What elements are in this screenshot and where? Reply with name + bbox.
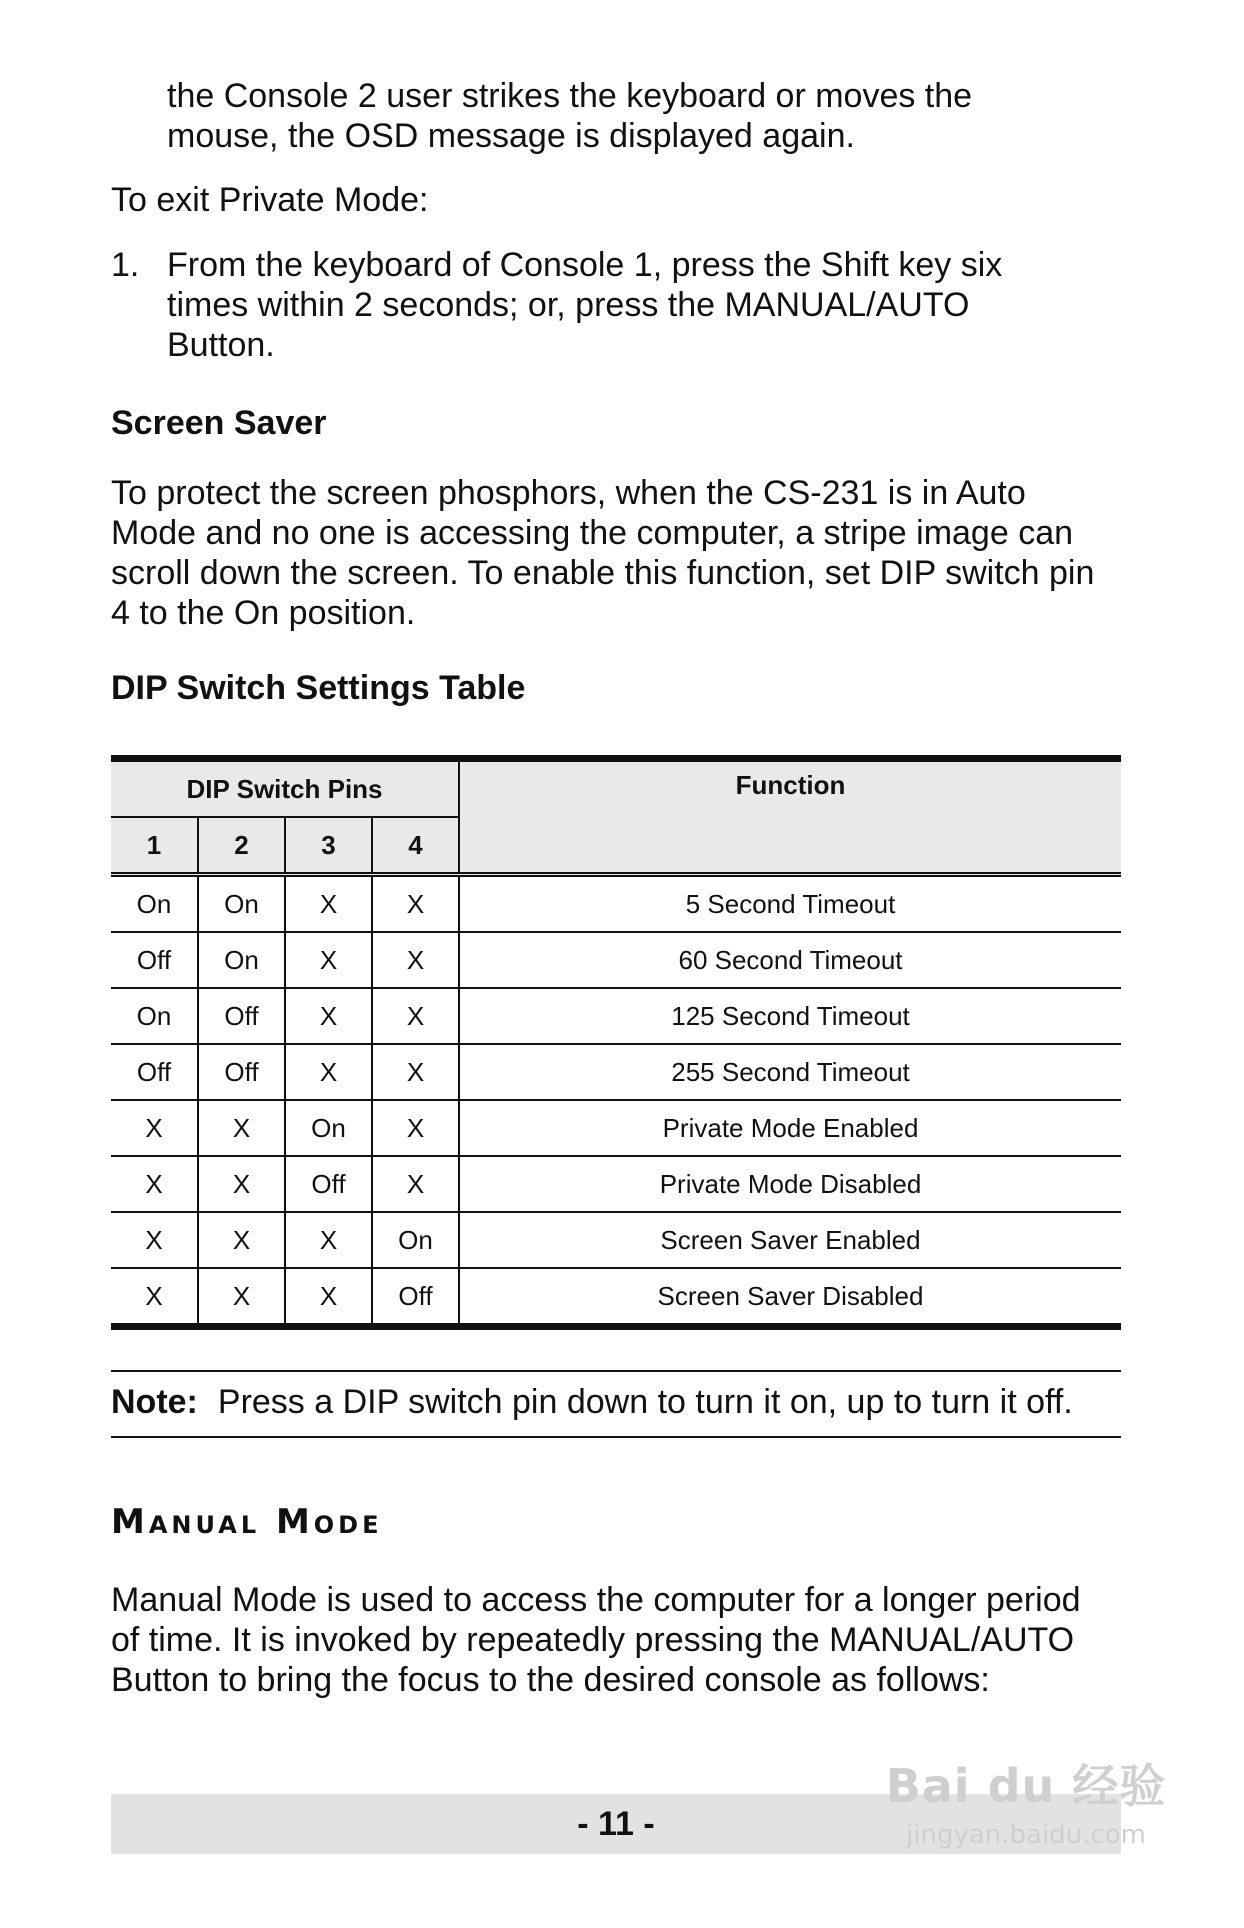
step-line-3: Button. [167, 326, 275, 364]
step-line-1: From the keyboard of Console 1, press the Shift key six [167, 246, 1003, 284]
watermark-url: jingyan.baidu.com [906, 1820, 1146, 1850]
pin-1-cell: On [111, 988, 198, 1044]
pin-4-cell: X [372, 1044, 459, 1100]
pin-1-cell: X [111, 1156, 198, 1212]
screen-saver-heading: Screen Saver [111, 404, 327, 442]
pin-4-header: 4 [372, 817, 459, 875]
pin-3-cell: X [285, 875, 372, 933]
pin-2-cell: Off [198, 1044, 285, 1100]
pin-1-cell: X [111, 1212, 198, 1268]
pin-1-cell: Off [111, 932, 198, 988]
table-row [111, 932, 1121, 988]
pin-4-cell: X [372, 988, 459, 1044]
function-cell: 60 Second Timeout [459, 932, 1121, 988]
pin-3-cell: X [285, 932, 372, 988]
pin-4-cell: X [372, 932, 459, 988]
function-header: Function [459, 759, 1121, 875]
table-row [111, 1212, 1121, 1268]
pin-1-cell: X [111, 1268, 198, 1327]
pin-2-cell: X [198, 1268, 285, 1327]
table-row [111, 988, 1121, 1044]
pin-2-cell: X [198, 1212, 285, 1268]
screen-saver-line-3: scroll down the screen. To enable this function, set DIP switch pin [111, 554, 1095, 592]
step-line-2: times within 2 seconds; or, press the MANUAL/AUTO [167, 286, 970, 324]
pin-4-cell: X [372, 1156, 459, 1212]
pin-3-cell: X [285, 1212, 372, 1268]
table-row [111, 1044, 1121, 1100]
note-box [111, 1370, 1121, 1438]
function-cell: 125 Second Timeout [459, 988, 1121, 1044]
pin-1-cell: On [111, 875, 198, 933]
pin-2-cell: X [198, 1100, 285, 1156]
step-number: 1. [111, 246, 140, 284]
continuation-line-2: mouse, the OSD message is displayed again. [167, 117, 855, 155]
pin-1-cell: X [111, 1100, 198, 1156]
manual-mode-line-3: Button to bring the focus to the desired console as follows: [111, 1661, 990, 1699]
pin-4-cell: On [372, 1212, 459, 1268]
screen-saver-line-4: 4 to the On position. [111, 594, 416, 632]
pin-1-cell: Off [111, 1044, 198, 1100]
dip-switch-pins-header: DIP Switch Pins [111, 759, 459, 818]
pin-4-cell: X [372, 1100, 459, 1156]
baidu-watermark [876, 1750, 1176, 1850]
function-cell: Private Mode Enabled [459, 1100, 1121, 1156]
manual-mode-heading: Manual Mode [111, 1502, 383, 1542]
dip-switch-table [111, 755, 1121, 1330]
pin-2-cell: Off [198, 988, 285, 1044]
note-text: Press a DIP switch pin down to turn it on, up to turn it off. [217, 1383, 1073, 1421]
note-label: Note: [111, 1383, 198, 1421]
pin-1-header: 1 [111, 817, 198, 875]
function-cell: 255 Second Timeout [459, 1044, 1121, 1100]
manual-page [111, 0, 1121, 1928]
exit-private-intro: To exit Private Mode: [111, 181, 429, 219]
table-row [111, 1268, 1121, 1327]
pin-3-cell: Off [285, 1156, 372, 1212]
watermark-main: Bai du 经验 [885, 1759, 1167, 1813]
function-cell: Private Mode Disabled [459, 1156, 1121, 1212]
pin-2-header: 2 [198, 817, 285, 875]
pin-3-cell: X [285, 988, 372, 1044]
pin-2-cell: On [198, 875, 285, 933]
manual-mode-line-1: Manual Mode is used to access the computer for a longer period [111, 1581, 1081, 1619]
pin-3-header: 3 [285, 817, 372, 875]
pin-3-cell: X [285, 1044, 372, 1100]
function-cell: Screen Saver Disabled [657, 1280, 924, 1311]
pin-4-cell: Off [372, 1268, 459, 1327]
table-row [111, 1156, 1121, 1212]
function-cell: Screen Saver Enabled [459, 1212, 1121, 1268]
table-row [111, 1100, 1121, 1156]
screen-saver-line-1: To protect the screen phosphors, when the CS-231 is in Auto [111, 474, 1026, 512]
pin-2-cell: X [198, 1156, 285, 1212]
pin-2-cell: On [198, 932, 285, 988]
pin-3-cell: X [285, 1268, 372, 1327]
screen-saver-line-2: Mode and no one is accessing the computer, a stripe image can [111, 514, 1074, 552]
table-row [111, 875, 1121, 933]
manual-mode-line-2: of time. It is invoked by repeatedly pressing the MANUAL/AUTO [111, 1621, 1075, 1659]
function-cell: 5 Second Timeout [459, 875, 1121, 933]
continuation-line-1: the Console 2 user strikes the keyboard or moves the [167, 77, 973, 115]
dip-table-heading: DIP Switch Settings Table [111, 669, 526, 707]
pin-3-cell: On [285, 1100, 372, 1156]
page-number: - 11 - [577, 1805, 655, 1843]
pin-4-cell: X [372, 875, 459, 933]
